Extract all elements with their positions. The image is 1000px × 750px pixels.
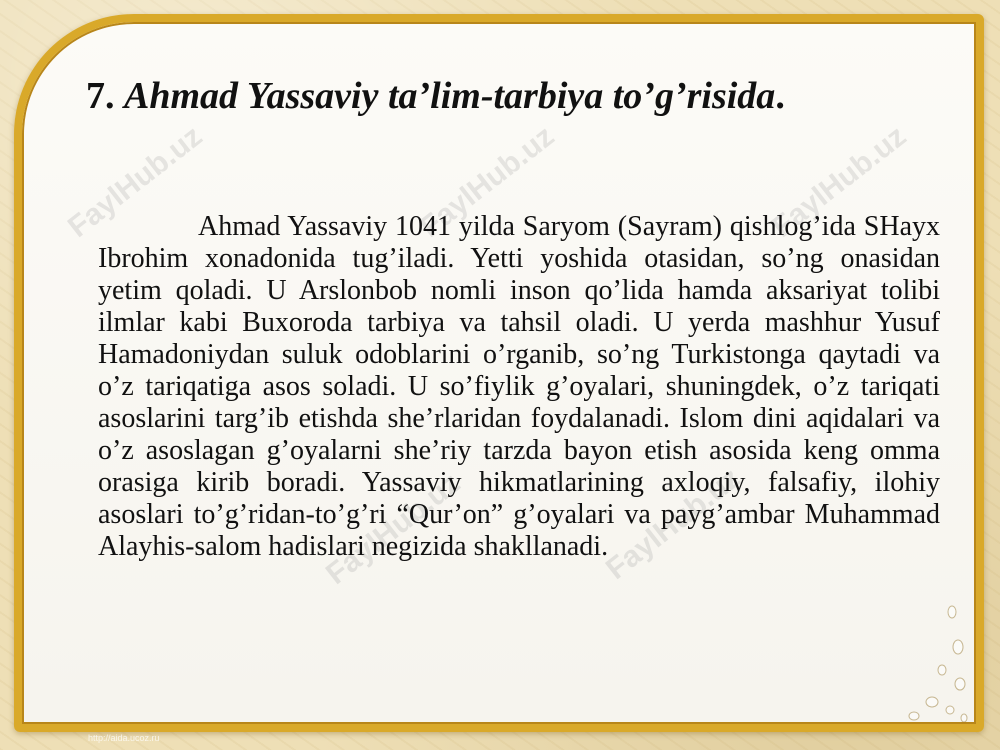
watermark: FaylHub.uz bbox=[62, 119, 209, 245]
watermark: FaylHub.uz bbox=[766, 119, 913, 245]
watermark: FaylHub.uz bbox=[320, 466, 467, 592]
body-paragraph: Ahmad Yassaviy 1041 yilda Saryom (Sayram) qishlog’ida SHayx Ibrohim xonadonida tug’iladi. Yetti yoshida otasidan, so’ng onasidan yetim qoladi. U Arslonbob nomli inson qo’lida hamda aksariyat tolibi ilmlar kabi Buxoroda tarbiya va tahsil oladi. U yerda mashhur Yusuf Hamadoniydan suluk odoblarini o’rganib, so’ng Turkistonga qaytadi va o’z tariqatiga asos soladi. U so’fiylik g’oyalari, shuningdek, o’z tariqati asoslarini targ’ib etishda she’rlaridan foydalanadi. Islom dini aqidalari va o’z asoslagan g’oyalarni she’riy tarzda bayon etish asosida keng omma orasiga kirib boradi. Yassaviy hikmatlarining axloqiy, falsafiy, ilohiy asoslari to’g’ridan-to’g’ri “Qur’on” g’oyalari va payg’ambar Muhammad Alayhis-salom hadislari negizida shakllanadi. bbox=[98, 211, 940, 562]
title-period: . bbox=[775, 75, 785, 117]
watermark: FaylHub.uz bbox=[600, 461, 747, 587]
footer-url: http://aida.ucoz.ru bbox=[88, 733, 160, 743]
watermark: FaylHub.uz bbox=[414, 119, 561, 245]
title-number: 7. bbox=[86, 75, 115, 117]
title-text: Ahmad Yassaviy ta’lim-tarbiya to’g’risida bbox=[124, 75, 776, 117]
water-drops-decoration bbox=[892, 592, 972, 732]
slide-title bbox=[86, 68, 946, 124]
